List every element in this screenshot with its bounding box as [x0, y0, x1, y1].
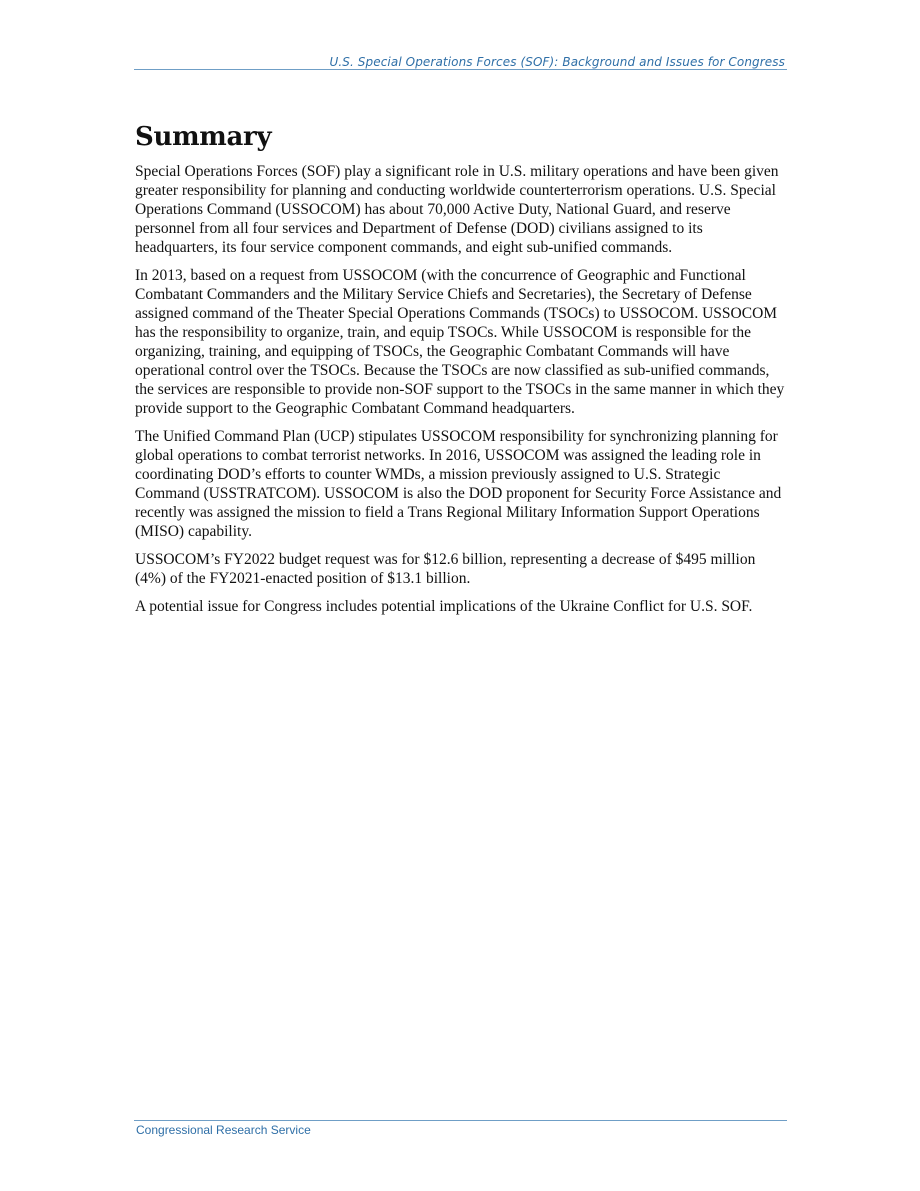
summary-paragraph-4: USSOCOM’s FY2022 budget request was for $12.6 billion, representing a decrease of $495 million (4%) of the FY2021-enacted position of $13.1 billion.: [135, 551, 756, 587]
summary-paragraph-1: Special Operations Forces (SOF) play a significant role in U.S. military operations and have been given greater responsibility for planning and conducting worldwide counterterrorism operations. U.S. Special Operations Command (USSOCOM) has about 70,000 Active Duty, National Guard, and reserve personnel from all four services and Department of Defense (DOD) civilians assigned to its headquarters, its four service component commands, and eight sub-unified commands.: [135, 163, 779, 256]
summary-paragraph-5: A potential issue for Congress includes potential implications of the Ukraine Conflict for U.S. SOF.: [135, 598, 753, 615]
running-header-title: U.S. Special Operations Forces (SOF): Background and Issues for Congress: [329, 55, 785, 69]
footer-organization: Congressional Research Service: [136, 1123, 311, 1137]
summary-section: [135, 122, 787, 625]
section-heading: Summary: [135, 122, 272, 152]
header-divider: [134, 69, 787, 70]
footer-divider: [134, 1120, 787, 1121]
summary-paragraph-3: The Unified Command Plan (UCP) stipulates USSOCOM responsibility for synchronizing planning for global operations to combat terrorist networks. In 2016, USSOCOM was assigned the leading role in coordinating DOD’s efforts to counter WMDs, a mission previously assigned to U.S. Strategic Command (USSTRATCOM). USSOCOM is also the DOD proponent for Security Force Assistance and recently was assigned the mission to field a Trans Regional Military Information Support Operations (MISO) capability.: [135, 428, 782, 540]
summary-paragraph-2: In 2013, based on a request from USSOCOM (with the concurrence of Geographic and Functional Combatant Commanders and the Military Service Chiefs and Secretaries), the Secretary of Defense assigned command of the Theater Special Operations Commands (TSOCs) to USSOCOM. USSOCOM has the responsibility to organize, train, and equip TSOCs. While USSOCOM is responsible for the organizing, training, and equipping of TSOCs, the Geographic Combatant Commands will have operational control over the TSOCs. Because the TSOCs are now classified as sub-unified commands, the services are responsible to provide non-SOF support to the TSOCs in the same manner in which they provide support to the Geographic Combatant Command headquarters.: [135, 267, 785, 417]
